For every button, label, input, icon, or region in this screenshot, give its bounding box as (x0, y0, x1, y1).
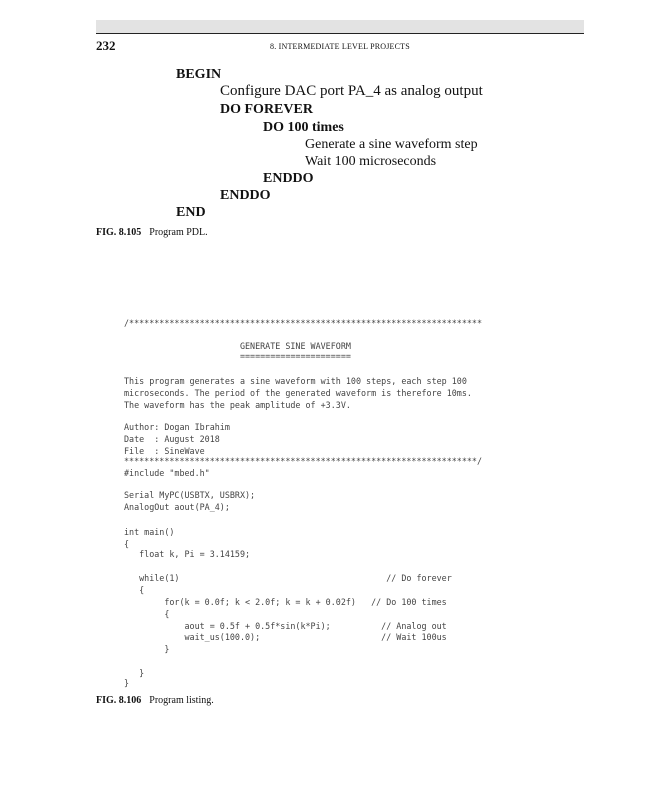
code-line: int main() (124, 527, 175, 537)
code-line: File : SineWave (124, 446, 205, 456)
code-line: **********************************************************************/ (124, 456, 482, 466)
header-bar (96, 20, 584, 33)
code-line: AnalogOut aout(PA_4); (124, 502, 230, 512)
code-line: #include "mbed.h" (124, 468, 210, 478)
pdl-line: DO 100 times (263, 120, 344, 135)
code-line: } (124, 678, 130, 688)
pdl-line: Wait 100 microseconds (305, 154, 437, 169)
code-line: microseconds. The period of the generated waveform is therefore 10ms. (124, 388, 472, 398)
code-line: } (124, 644, 170, 654)
page-number: 232 (96, 38, 116, 53)
figure-caption (96, 695, 214, 706)
pdl-line: Configure DAC port PA_4 as analog output (220, 83, 483, 99)
pdl-line: BEGIN (176, 67, 222, 82)
figure-caption-text: Program PDL. (149, 227, 208, 238)
figure-caption (96, 227, 208, 238)
code-line: /********************************************************************** (124, 318, 482, 328)
code-line: This program generates a sine waveform with 100 steps, each step 100 (124, 376, 467, 386)
code-line: float k, Pi = 3.14159; (124, 549, 251, 559)
code-line: ====================== (124, 351, 351, 361)
figure-label: FIG. 8.105 (96, 227, 142, 238)
code-line: { (124, 585, 145, 595)
code-line: aout = 0.5f + 0.5f*sin(k*Pi); // Analog out (124, 621, 447, 631)
pdl-line: ENDDO (263, 171, 314, 186)
figure-label: FIG. 8.106 (96, 695, 142, 706)
code-line: The waveform has the peak amplitude of +3.3V. (124, 400, 351, 410)
code-line: while(1) // Do forever (124, 573, 452, 583)
code-line: Date : August 2018 (124, 434, 220, 444)
code-line: for(k = 0.0f; k < 2.0f; k = k + 0.02f) // Do 100 times (124, 597, 447, 607)
code-line: } (124, 668, 145, 678)
pdl-line: Generate a sine waveform step (305, 137, 478, 152)
code-line: Author: Dogan Ibrahim (124, 422, 230, 432)
code-line: GENERATE SINE WAVEFORM (124, 341, 351, 351)
running-head: 8. INTERMEDIATE LEVEL PROJECTS (270, 42, 410, 51)
code-line: { (124, 539, 130, 549)
figure-caption-text: Program listing. (149, 695, 214, 706)
code-line: Serial MyPC(USBTX, USBRX); (124, 490, 256, 500)
header-rule (96, 33, 584, 34)
pdl-line: END (176, 205, 206, 220)
code-line: wait_us(100.0); // Wait 100us (124, 632, 447, 642)
pdl-line: DO FOREVER (220, 102, 313, 117)
code-line: { (124, 609, 170, 619)
pdl-line: ENDDO (220, 188, 271, 203)
